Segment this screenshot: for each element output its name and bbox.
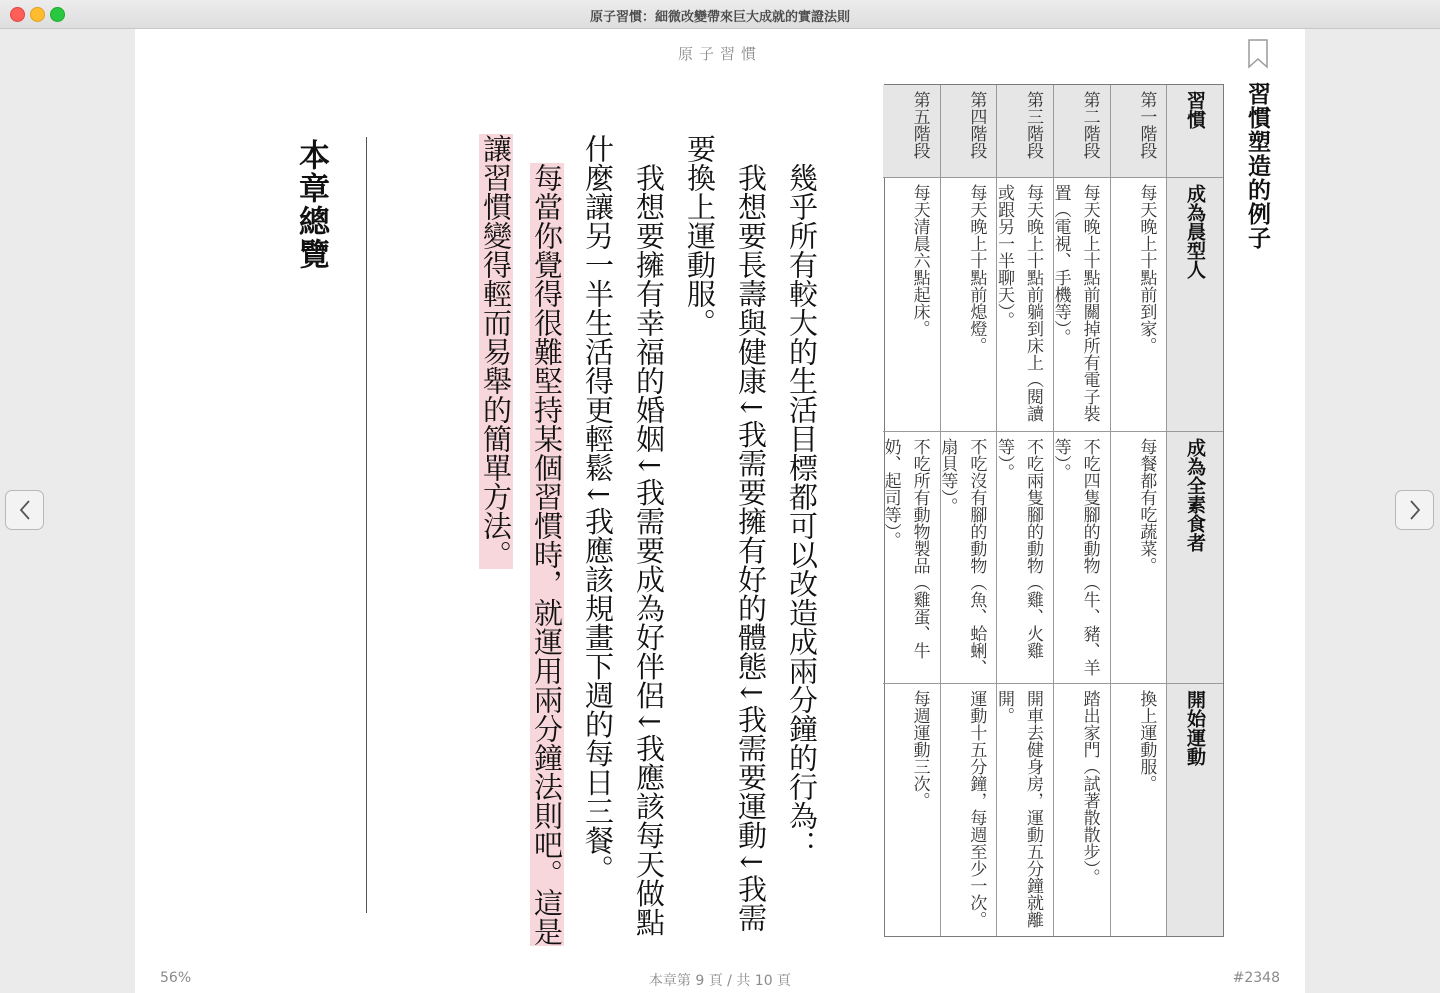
table-cell-text: 每天清晨六點起床。 [909, 184, 930, 337]
table-cell-text: 踏出家門（試著散散步）。 [1079, 690, 1100, 886]
table-cell-text: 運動十五分鐘，每週至少一次。 [966, 690, 987, 928]
bookmark-icon[interactable] [1247, 39, 1269, 69]
table-cell-text: 每天晚上十點前躺到床上（閱讀或跟另一半聊天）。 [994, 184, 1043, 422]
highlighted-passage[interactable]: 每當你覺得很難堅持某個習慣時，就運用兩分鐘法則吧。這是讓習慣變得輕而易舉的簡單方法。 [479, 134, 564, 946]
table-column [1166, 85, 1223, 936]
table-column [1110, 85, 1167, 936]
table-cell-text: 開始運動 [1184, 690, 1206, 766]
table-title: 習慣塑造的例子 [1244, 82, 1270, 250]
next-page-button[interactable] [1395, 490, 1434, 530]
table-cell-text: 成為全素食者 [1184, 438, 1206, 552]
table-cell-text: 每天晚上十點前熄燈。 [966, 184, 987, 354]
table-header-cell [1054, 85, 1110, 177]
body-paragraph-1: 幾乎所有較大的生活目標都可以改造成兩分鐘的行為： [785, 163, 819, 859]
table-cell-text: 不吃沒有腳的動物（魚、蛤蜊、扇貝等）。 [937, 438, 987, 676]
window-title: 原子習慣：細微改變帶來巨大成就的實證法則 [589, 10, 850, 25]
body-paragraph-3: 我想要擁有幸福的婚姻↓我需要成為好伴侶↓我應該每天做點什麼讓另一半生活得更輕鬆↓我應該規畫下週的每日三餐。 [581, 134, 666, 937]
table-cell-text: 習慣 [1184, 91, 1206, 129]
location-number: #2348 [1232, 970, 1280, 986]
chapter-summary-title: 本章總覽 [293, 139, 329, 271]
table-cell [994, 431, 1053, 683]
running-head: 原子習慣 [677, 45, 762, 63]
zoom-level: 56% [160, 970, 192, 986]
table-cell [880, 431, 940, 683]
table-cell-text: 換上運動服。 [1136, 690, 1157, 792]
table-column [1050, 85, 1110, 936]
table-header-cell [1111, 85, 1167, 177]
body-text [470, 134, 827, 954]
table-cell-text: 每週運動三次。 [909, 690, 930, 809]
table-cell [883, 177, 940, 431]
table-cell-text: 每天晚上十點前關掉所有電子裝置（電視、手機等）。 [1050, 184, 1100, 422]
table-cell-text: 每天晚上十點前到家。 [1136, 184, 1157, 354]
table-cell-text: 第四階段 [966, 91, 987, 159]
habit-table [880, 84, 1224, 937]
table-cell [883, 683, 940, 938]
table-cell [941, 177, 997, 431]
table-cell-text: 第二階段 [1079, 91, 1100, 159]
table-header-cell [883, 85, 940, 177]
title-bar [0, 0, 1440, 29]
table-header-cell [1167, 85, 1223, 177]
table-cell [994, 177, 1053, 431]
table-column [937, 85, 997, 936]
table-cell [941, 683, 997, 938]
chevron-right-icon [1408, 499, 1422, 521]
table-cell-text: 開車去健身房，運動五分鐘就離開。 [994, 690, 1043, 928]
table-cell [1111, 177, 1167, 431]
table-column [880, 85, 940, 936]
table-cell-text: 不吃所有動物製品（雞蛋、牛奶、起司等）。 [880, 438, 930, 659]
body-paragraph-2: 我想要長壽與健康↓我需要擁有好的體態↓我需要運動↓我需要換上運動服。 [683, 134, 768, 932]
table-cell [1054, 683, 1110, 938]
previous-page-button[interactable] [5, 490, 44, 530]
table-cell-text: 第三階段 [1023, 91, 1043, 159]
table-cell-text: 不吃四隻腳的動物（牛、豬、羊等）。 [1050, 438, 1100, 676]
table-header-cell [997, 85, 1053, 177]
table-cell-text: 第五階段 [909, 91, 930, 159]
table-cell [1167, 431, 1223, 683]
page-indicator: 本章第 9 頁 / 共 10 頁 [648, 973, 792, 989]
table-cell-text: 每餐都有吃蔬菜。 [1136, 438, 1157, 574]
table-cell [1050, 431, 1110, 683]
table-header-cell [941, 85, 997, 177]
table-cell [1111, 683, 1167, 938]
book-page[interactable] [135, 29, 1305, 993]
table-cell [1050, 177, 1110, 431]
table-cell [1167, 177, 1223, 431]
table-cell-text: 成為晨型人 [1184, 184, 1206, 279]
chevron-left-icon [18, 499, 32, 521]
table-column [996, 85, 1053, 936]
table-cell [1111, 431, 1167, 683]
table-cell-text: 第一階段 [1136, 91, 1157, 159]
table-cell [994, 683, 1053, 938]
table-cell-text: 不吃兩隻腳的動物（雞、火雞等）。 [994, 438, 1043, 659]
chapter-divider [366, 137, 367, 913]
table-cell [937, 431, 997, 683]
table-cell [1167, 683, 1223, 938]
